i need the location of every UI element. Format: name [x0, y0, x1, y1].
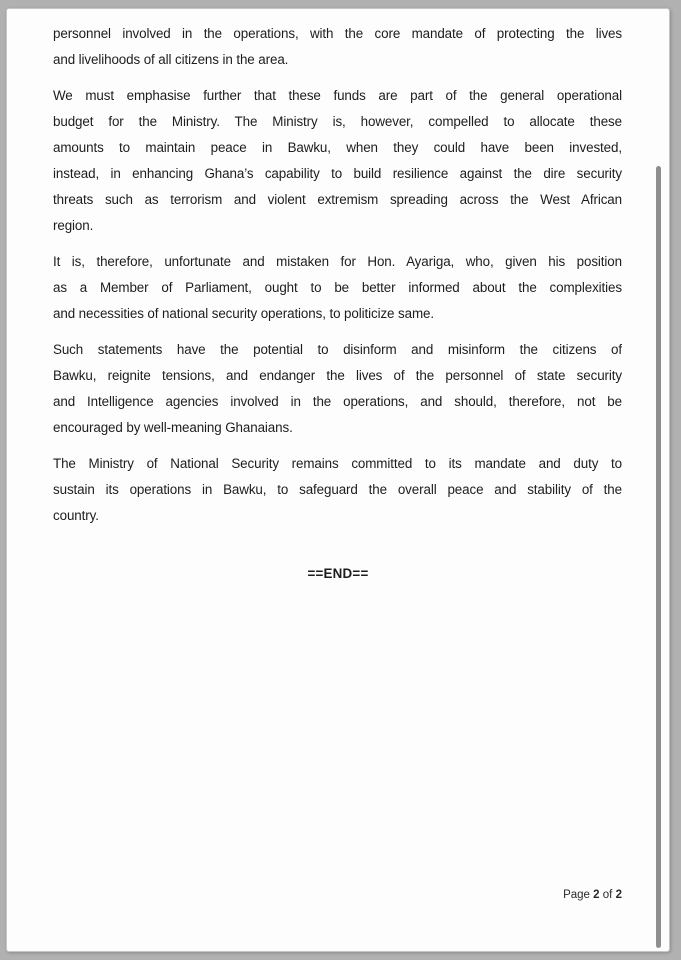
text-line: region.	[53, 218, 94, 233]
text-line: encouraged by well-meaning Ghanaians.	[53, 420, 293, 435]
total-pages-number: 2	[615, 889, 622, 901]
text-line: and Intelligence agencies involved in the operations, and should, therefore, not be	[53, 394, 622, 409]
text-line: country.	[53, 508, 99, 523]
paragraph	[53, 249, 622, 327]
text-line: Such statements have the potential to disinform and misinform the citizens of	[53, 342, 622, 357]
text-line: amounts to maintain peace in Bawku, when they could have been invested,	[53, 140, 622, 155]
text-line: as a Member of Parliament, ought to be better informed about the complexities	[53, 280, 622, 295]
text-line: Bawku, reignite tensions, and endanger the lives of the personnel of state security	[53, 368, 622, 383]
text-line: personnel involved in the operations, with the core mandate of protecting the lives	[53, 26, 622, 41]
paragraph	[53, 451, 622, 529]
text-line: sustain its operations in Bawku, to safeguard the overall peace and stability of the	[53, 482, 622, 497]
text-line: The Ministry of National Security remains committed to its mandate and duty to	[53, 456, 622, 471]
paragraph	[53, 21, 622, 73]
current-page-number: 2	[593, 889, 600, 901]
document-page	[6, 8, 670, 952]
end-marker: ==END==	[307, 566, 369, 581]
text-line: and necessities of national security operations, to politicize same.	[53, 306, 434, 321]
text-line: We must emphasise further that these funds are part of the general operational	[53, 88, 622, 103]
text-line: threats such as terrorism and violent extremism spreading across the West African	[53, 192, 622, 207]
document-text	[7, 9, 669, 529]
text-line: It is, therefore, unfortunate and mistaken for Hon. Ayariga, who, given his position	[53, 254, 622, 269]
text-line: budget for the Ministry. The Ministry is, however, compelled to allocate these	[53, 114, 622, 129]
scrollbar-thumb[interactable]	[656, 166, 661, 948]
text-line: instead, in enhancing Ghana’s capability to build resilience against the dire security	[53, 166, 622, 181]
page-label: Page	[563, 889, 590, 901]
paragraph	[53, 337, 622, 441]
text-line: and livelihoods of all citizens in the area.	[53, 52, 289, 67]
of-label: of	[602, 889, 613, 901]
paragraph	[53, 83, 622, 239]
page-number-footer	[563, 887, 622, 903]
